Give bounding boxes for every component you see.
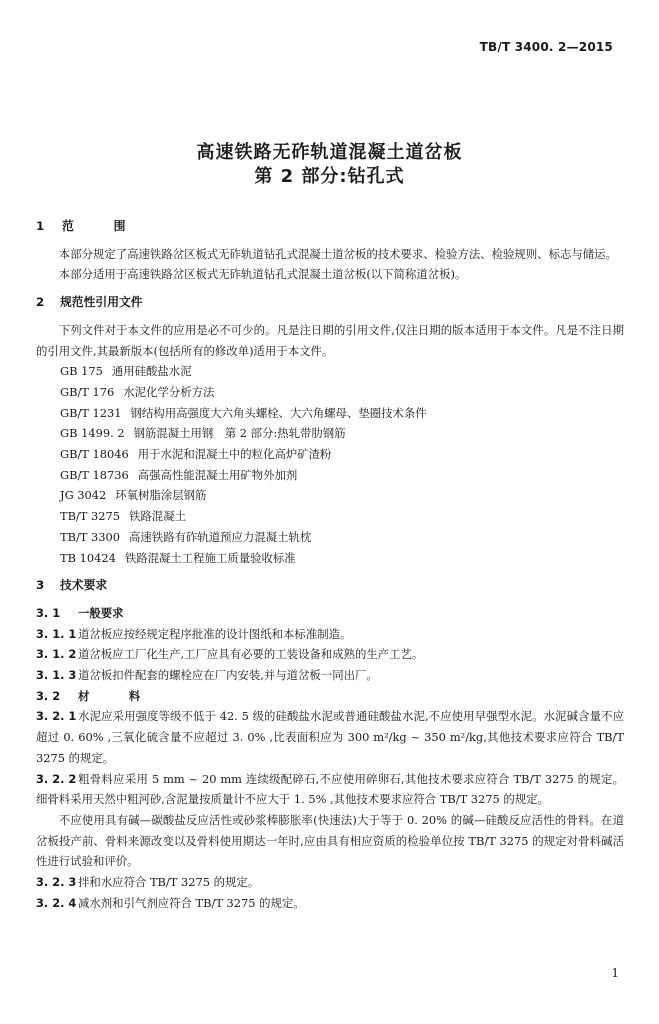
- subsection-number: 3. 2: [36, 688, 61, 703]
- standard-code: TB/T 3400. 2—2015: [479, 40, 613, 54]
- clause-text: 拌和水应符合 TB/T 3275 的规定。: [78, 875, 260, 890]
- document-subtitle: 第 2 部分:钻孔式: [254, 166, 405, 187]
- clause-number: 3. 1. 1: [36, 626, 77, 641]
- reference-title: 高强高性能混凝土用矿物外加剂: [137, 467, 298, 482]
- clause-text: 道岔板扣件配套的螺栓应在厂内安装,并与道岔板一同出厂。: [78, 668, 378, 683]
- reference-code: GB/T 1231: [60, 405, 122, 420]
- paragraph: 本部分规定了高速铁路岔区板式无砟轨道钻孔式混凝土道岔板的技术要求、检验方法、检验规则、标志与储运。: [58, 246, 617, 261]
- clause-3-2-1: [36, 706, 624, 768]
- clause-number: 3. 1. 2: [36, 647, 77, 662]
- page-number: 1: [611, 966, 619, 980]
- clause-number: 3. 2. 1: [36, 709, 77, 724]
- reference-list: [36, 361, 624, 568]
- clause-text: 道岔板应工厂化生产,工厂应具有必要的工装设备和成熟的生产工艺。: [78, 647, 424, 662]
- reference-item: [36, 403, 624, 424]
- subsection-heading-general: [36, 603, 624, 624]
- clause-text: 水泥应采用强度等级不低于 42. 5 级的硅酸盐水泥或普通硅酸盐水泥,不应使用早强型水泥。水泥碱含量不应超过 0. 60% ,三氧化硫含量不应超过 3. 0% ,比表面积应为 300 m²/kg ~ 350 m²/kg,其他技术要求应符合 TB/T 3275 的规定。: [36, 709, 624, 765]
- clause-text: 粗骨料应采用 5 mm ~ 20 mm 连续级配碎石,不应使用碎卵石,其他技术要求应符合 TB/T 3275 的规定。细骨料采用天然中粗河砂,含泥量按质量计不应大于 1. 5% ,其他技术要求应符合 TB/T 3275 的规定。: [36, 771, 624, 807]
- clause-number: 3. 2. 4: [36, 895, 77, 910]
- section-number: 2: [36, 295, 45, 310]
- reference-title: 通用硅酸盐水泥: [111, 364, 192, 379]
- reference-code: JG 3042: [60, 488, 107, 503]
- clause-3-2-4: [36, 893, 624, 914]
- clause-3-1-1: [36, 624, 624, 645]
- reference-item: [36, 548, 624, 569]
- document-title: 高速铁路无砟轨道混凝土道岔板: [196, 142, 463, 163]
- section-title: 范 围: [62, 219, 140, 233]
- clause-3-1-3: [36, 665, 624, 686]
- reference-item: [36, 485, 624, 506]
- reference-title: 高速铁路有砟轨道预应力混凝土轨枕: [129, 529, 312, 544]
- section-title: 技术要求: [60, 578, 108, 593]
- reference-item: [36, 527, 624, 548]
- paragraph: 下列文件对于本文件的应用是必不可少的。凡是注日期的引用文件,仅注日期的版本适用于本文件。凡是不注日期的引用文件,其最新版本(包括所有的修改单)适用于本文件。: [36, 322, 624, 358]
- reference-item: [36, 382, 624, 403]
- reference-title: 钢结构用高强度大六角头螺栓、大六角螺母、垫圈技术条件: [130, 405, 427, 420]
- paragraph: 不应使用具有碱—碳酸盐反应活性或砂浆棒膨胀率(快速法)大于等于 0. 20% 的碱—硅酸反应活性的骨料。在道岔板投产前、骨料来源改变以及骨料使用期达一年时,应由具有相应资质的检验单位按 TB/T 3275 的规定对骨料碱活性进行试验和评价。: [36, 812, 624, 869]
- subsection-number: 3. 1: [36, 605, 61, 620]
- reference-title: 水泥化学分析方法: [123, 384, 215, 399]
- reference-item: [36, 423, 624, 444]
- reference-code: TB/T 3275: [60, 509, 121, 524]
- section-title: 规范性引用文件: [60, 295, 143, 310]
- clause-number: 3. 2. 3: [36, 875, 77, 890]
- reference-title: 用于水泥和混凝土中的粒化高炉矿渣粉: [137, 447, 332, 462]
- section-heading-technical-requirements: [36, 575, 624, 596]
- clause-3-1-2: [36, 644, 624, 665]
- reference-item: [36, 444, 624, 465]
- clause-text: 道岔板应按经规定程序批准的设计图纸和本标准制造。: [78, 626, 352, 641]
- reference-code: TB 10424: [60, 550, 116, 565]
- clause-3-2-2: [36, 769, 624, 810]
- reference-item: [36, 506, 624, 527]
- reference-item: [36, 465, 624, 486]
- reference-title: 铁路混凝土工程施工质量验收标准: [124, 550, 296, 565]
- reference-item: [36, 361, 624, 382]
- section-number: 1: [36, 219, 45, 233]
- paragraph: 本部分适用于高速铁路岔区板式无砟轨道钻孔式混凝土道岔板(以下简称道岔板)。: [58, 267, 467, 282]
- subsection-title: 材 料: [78, 688, 155, 703]
- reference-code: GB/T 18736: [60, 467, 129, 482]
- reference-code: GB 1499. 2: [60, 426, 125, 441]
- section-heading-normative-references: [36, 292, 624, 313]
- section-heading-scope: [36, 216, 624, 237]
- reference-code: TB/T 3300: [60, 529, 121, 544]
- reference-title: 环氧树脂涂层钢筋: [115, 488, 207, 503]
- reference-title: 铁路混凝土: [129, 509, 186, 524]
- reference-code: GB/T 176: [60, 384, 115, 399]
- section-number: 3: [36, 578, 45, 593]
- subsection-heading-materials: [36, 686, 624, 707]
- clause-number: 3. 2. 2: [36, 771, 77, 786]
- clause-3-2-3: [36, 872, 624, 893]
- reference-code: GB 175: [60, 364, 103, 379]
- clause-number: 3. 1. 3: [36, 668, 77, 683]
- document-body: [36, 216, 624, 914]
- reference-title: 钢筋混凝土用钢 第 2 部分:热轧带肋钢筋: [133, 426, 346, 441]
- subsection-title: 一般要求: [78, 605, 124, 620]
- clause-text: 减水剂和引气剂应符合 TB/T 3275 的规定。: [78, 895, 305, 910]
- reference-code: GB/T 18046: [60, 447, 129, 462]
